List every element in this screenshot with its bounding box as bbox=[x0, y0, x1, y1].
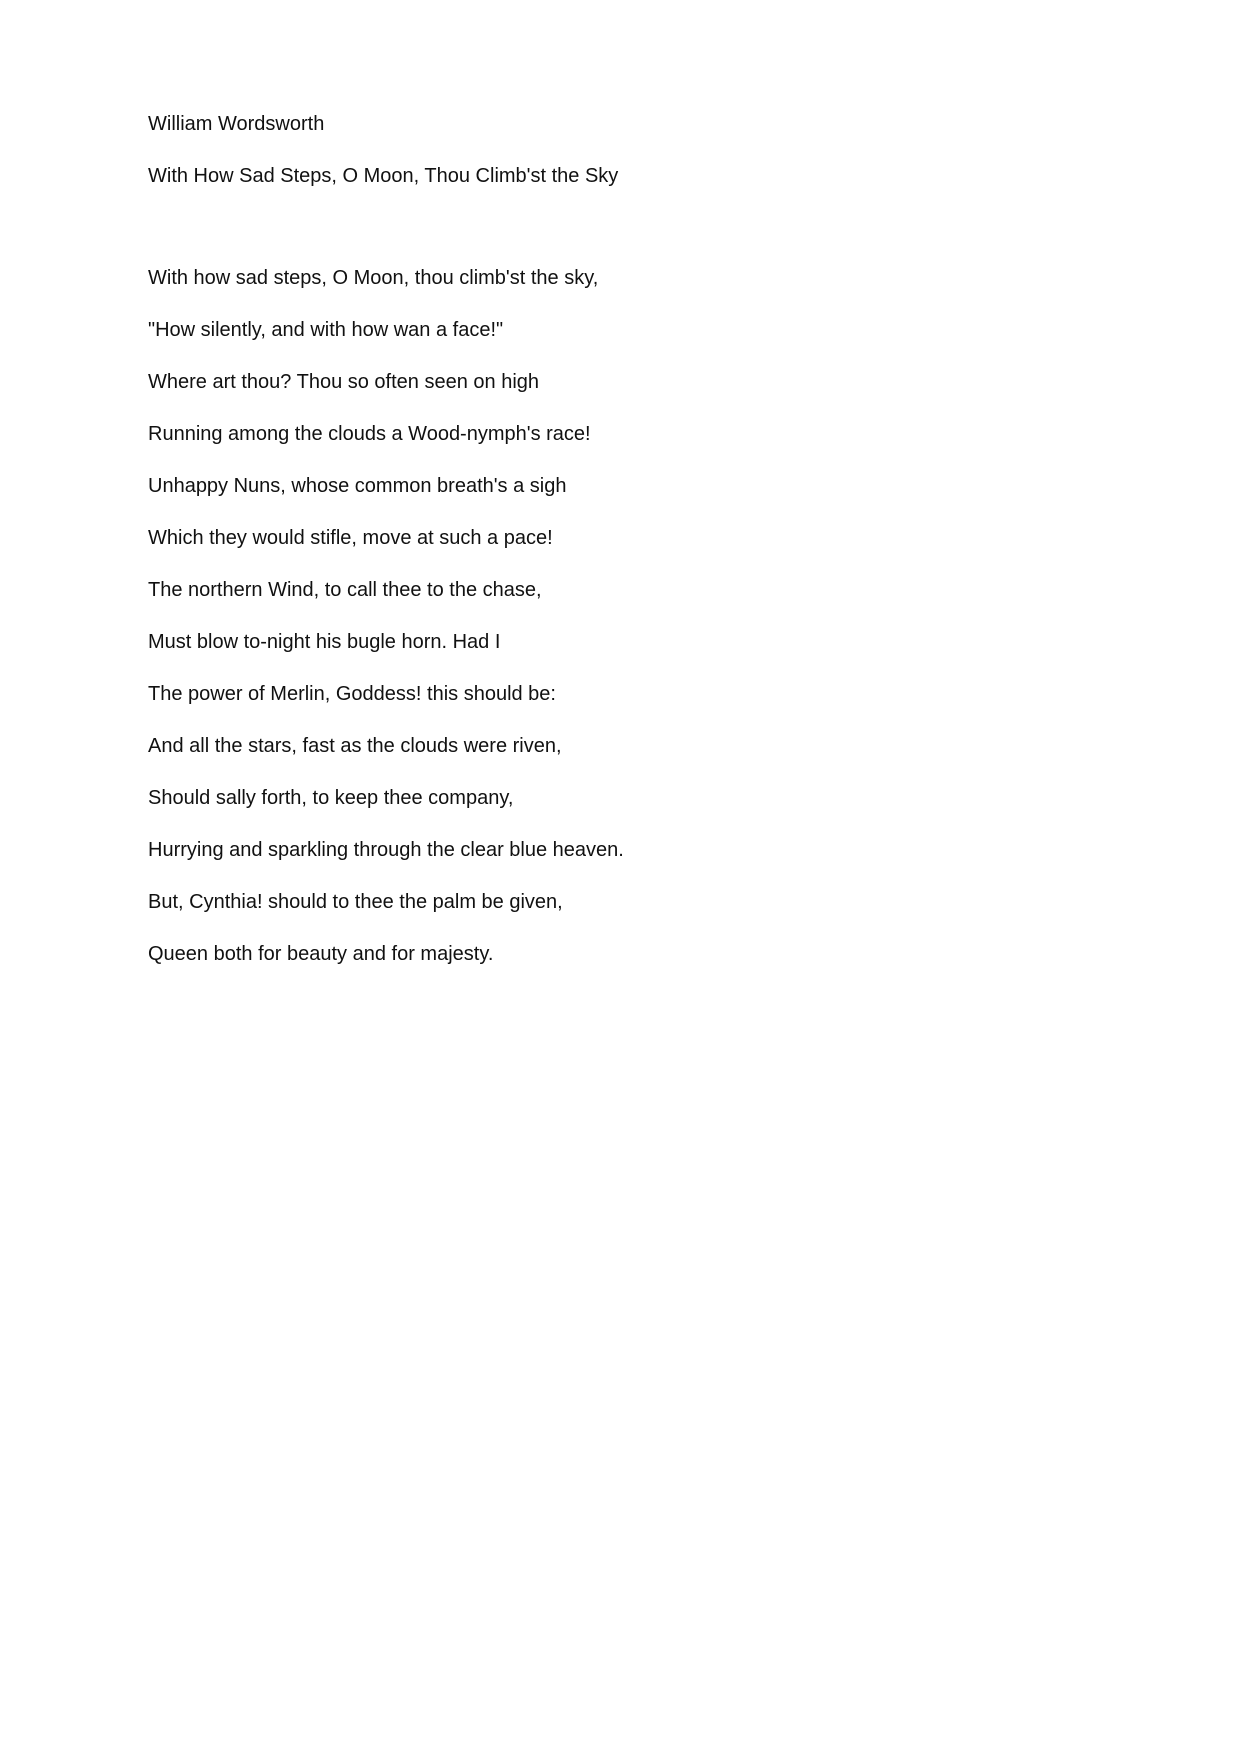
poem-line-13: But, Cynthia! should to thee the palm be given, bbox=[148, 891, 563, 913]
poem-lines bbox=[148, 264, 1148, 968]
poem-line-2: "How silently, and with how wan a face!" bbox=[148, 319, 504, 341]
poem-line-11: Should sally forth, to keep thee company, bbox=[148, 787, 514, 809]
poem-line-7: The northern Wind, to call thee to the chase, bbox=[148, 579, 542, 601]
poem-line-14: Queen both for beauty and for majesty. bbox=[148, 943, 494, 965]
poem-line-8: Must blow to-night his bugle horn. Had I bbox=[148, 631, 501, 653]
poem-title: With How Sad Steps, O Moon, Thou Climb'st the Sky bbox=[148, 165, 619, 187]
document-body bbox=[148, 110, 1148, 968]
poem-line-5: Unhappy Nuns, whose common breath's a sigh bbox=[148, 475, 567, 497]
poem-line-3: Where art thou? Thou so often seen on high bbox=[148, 371, 540, 393]
poem-line-12: Hurrying and sparkling through the clear blue heaven. bbox=[148, 839, 624, 861]
author-name: William Wordsworth bbox=[148, 113, 325, 135]
poem-line-6: Which they would stifle, move at such a pace! bbox=[148, 527, 553, 549]
poem-line-4: Running among the clouds a Wood-nymph's race! bbox=[148, 423, 591, 445]
poem-line-10: And all the stars, fast as the clouds were riven, bbox=[148, 735, 562, 757]
poem-line-1: With how sad steps, O Moon, thou climb'st the sky, bbox=[148, 267, 599, 289]
poem-line-9: The power of Merlin, Goddess! this should be: bbox=[148, 683, 556, 705]
